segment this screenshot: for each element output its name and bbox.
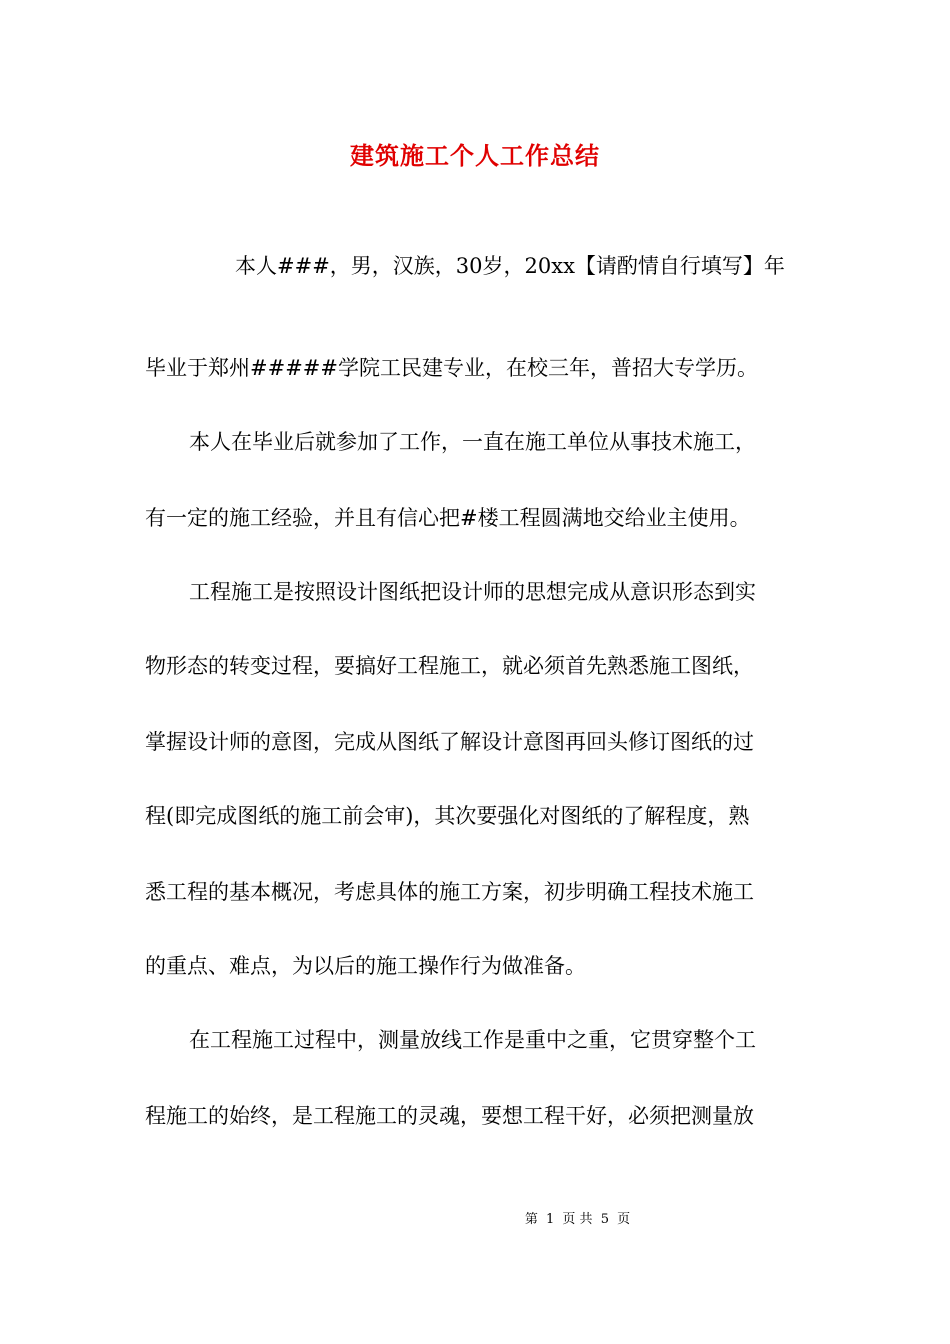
paragraph-line-5: 工程施工是按照设计图纸把设计师的思想完成从意识形态到实 (189, 580, 756, 604)
paragraph-line-3: 本人在毕业后就参加了工作，一直在施工单位从事技术施工， (189, 430, 756, 454)
paragraph-line-10: 的重点、难点，为以后的施工操作行为做准备。 (145, 954, 586, 978)
paragraph-line-4: 有一定的施工经验，并且有信心把#楼工程圆满地交给业主使用。 (145, 506, 751, 530)
page-title: 建筑施工个人工作总结 (350, 141, 600, 170)
paragraph-line-2: 毕业于郑州#####学院工民建专业，在校三年，普招大专学历。 (145, 356, 758, 380)
paragraph-line-7: 掌握设计师的意图，完成从图纸了解设计意图再回头修订图纸的过 (145, 730, 754, 754)
footer-prefix: 第 (524, 1212, 538, 1227)
paragraph-line-8: 程(即完成图纸的施工前会审)，其次要强化对图纸的了解程度，熟 (145, 804, 750, 828)
paragraph-line-12: 程施工的始终，是工程施工的灵魂，要想工程干好，必须把测量放 (145, 1104, 754, 1128)
footer-current-page: 1 (546, 1212, 555, 1227)
paragraph-line-1: 本人###，男，汉族，30岁，20xx【请酌情自行填写】年 (235, 254, 785, 278)
footer-total-pages: 5 (600, 1212, 609, 1227)
paragraph-line-6: 物形态的转变过程，要搞好工程施工，就必须首先熟悉施工图纸， (145, 654, 754, 678)
page-footer (0, 1208, 950, 1227)
footer-mid: 页 共 (562, 1212, 593, 1227)
paragraph-line-9: 悉工程的基本概况，考虑具体的施工方案，初步明确工程技术施工 (145, 880, 754, 904)
paragraph-line-11: 在工程施工过程中，测量放线工作是重中之重，它贯穿整个工 (189, 1028, 756, 1052)
footer-suffix: 页 (617, 1212, 631, 1227)
